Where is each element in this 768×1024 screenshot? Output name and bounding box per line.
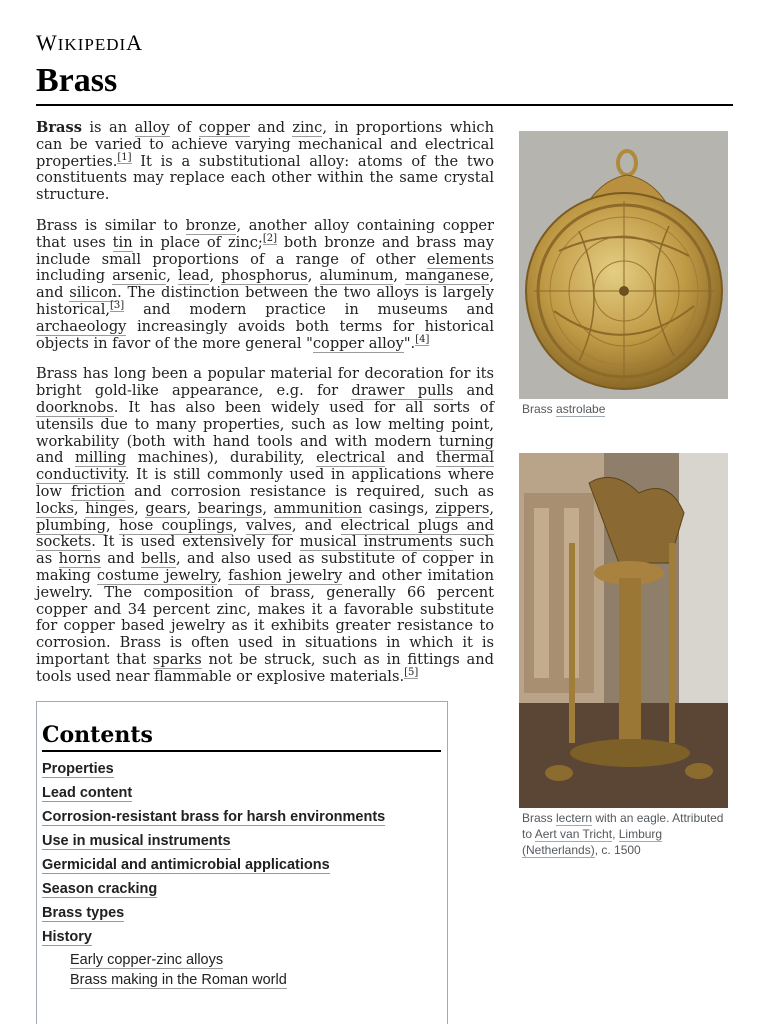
toc-link[interactable]: Use in musical instruments: [42, 833, 231, 849]
text-run: including: [36, 267, 113, 285]
text-run: with an eagle. Attributed to: [522, 811, 724, 841]
text-run: . It is used extensively for: [91, 533, 300, 551]
text-run: ,: [489, 499, 495, 517]
article-link[interactable]: lectern: [556, 811, 593, 825]
toc-subitem: [42, 950, 441, 970]
text-run: Brass has long been a popular material for decoration for its bright gold-like appearance, e.g. for: [36, 365, 494, 400]
toc-link[interactable]: Properties: [42, 761, 114, 777]
article-link[interactable]: doorknobs: [36, 398, 114, 416]
article-link[interactable]: sparks: [152, 650, 202, 668]
article-link[interactable]: elements: [426, 250, 494, 268]
article-link[interactable]: copper: [198, 119, 251, 136]
article-link[interactable]: hinges: [85, 499, 135, 517]
toc-link[interactable]: Season cracking: [42, 881, 158, 897]
text-run: ,: [307, 267, 320, 285]
figure-lectern: [519, 453, 728, 858]
toc-item: [42, 926, 441, 950]
article-link[interactable]: bronze: [185, 216, 237, 234]
toc-link[interactable]: Early copper-zinc alloys: [70, 952, 224, 968]
article-link[interactable]: alloy: [134, 119, 170, 136]
toc-item: [42, 782, 441, 806]
text-run: . The distinction between the two alloys is largely historical,: [36, 284, 494, 318]
text-run: and: [100, 550, 142, 568]
article-link[interactable]: valves: [245, 516, 292, 534]
text-run: both bronze and brass may include small proportions of a range of other: [36, 233, 494, 268]
article-link[interactable]: bearings: [197, 499, 263, 517]
figure-astrolabe: [519, 131, 728, 417]
toc-link[interactable]: Brass types: [42, 905, 125, 921]
toc-item: [42, 830, 441, 854]
article-link[interactable]: Limburg (Netherlands): [522, 827, 663, 857]
toc-item: [42, 806, 441, 830]
article-link[interactable]: silicon: [69, 284, 118, 302]
lectern-caption: [519, 810, 728, 858]
wikipedia-wordmark[interactable]: [36, 30, 143, 56]
astrolabe-image[interactable]: [519, 131, 728, 399]
article-link[interactable]: tin: [112, 233, 133, 251]
article-link[interactable]: locks: [36, 499, 74, 517]
article-link[interactable]: drawer pulls: [351, 382, 454, 400]
toc-list: [42, 758, 441, 990]
text-run: ,: [612, 827, 619, 841]
toc-item: [42, 758, 441, 782]
article-link[interactable]: fashion jewelry: [228, 566, 343, 584]
article-link[interactable]: phosphorus: [221, 267, 308, 285]
bold-term: Brass: [36, 119, 82, 136]
text-run: increasingly avoids both terms for historical objects in favor of the more general ": [36, 317, 494, 352]
article-link[interactable]: thermal conductivity: [36, 449, 494, 484]
text-run: and corrosion resistance is required, such as: [125, 482, 494, 500]
article-link[interactable]: bells: [141, 550, 176, 568]
intro-paragraph-1: [36, 120, 494, 204]
text-run: and modern practice in museums and: [124, 300, 494, 318]
article-link[interactable]: costume jewelry: [96, 566, 218, 584]
lectern-image[interactable]: [519, 453, 728, 808]
text-run: ,: [106, 516, 119, 534]
article-link[interactable]: zinc: [292, 119, 323, 136]
text-run: ,: [217, 566, 229, 584]
citation-link[interactable]: [2]: [262, 232, 278, 244]
text-run: and other imitation jewelry. The composition of brass, generally 66 percent copper and 34 percent zinc, makes it a favorable substitute for copper based jewelry as it exhibits greater resistance to corrosion. Brass is often used in situations in which it is important that: [36, 566, 495, 668]
text-run: , and also used as substitute of copper in making: [36, 550, 494, 584]
intro-paragraph-3: [36, 366, 494, 685]
article-link[interactable]: turning: [438, 432, 494, 450]
text-run: , another alloy containing copper that uses: [36, 216, 494, 251]
text-run: not be struck, such as in fittings and tools used near flammable or explosive materials.: [36, 650, 494, 685]
intro-paragraph-2: [36, 218, 494, 352]
text-run: . It is still commonly used in applications where low: [36, 466, 494, 500]
text-run: ,: [73, 499, 86, 517]
article-link[interactable]: zippers: [435, 499, 490, 517]
article-link[interactable]: gears: [145, 499, 187, 517]
toc-link[interactable]: Corrosion-resistant brass for harsh environments: [42, 809, 386, 825]
article-link[interactable]: musical instruments: [299, 533, 453, 551]
article-link[interactable]: hose couplings: [118, 516, 233, 534]
toc-title: Contents: [42, 720, 441, 752]
title-divider: [36, 104, 733, 106]
article-link[interactable]: aluminum: [319, 267, 394, 285]
text-run: ".: [403, 334, 416, 352]
article-link[interactable]: arsenic: [112, 267, 167, 285]
article-link[interactable]: electrical: [316, 449, 386, 467]
toc-link[interactable]: History: [42, 929, 92, 945]
wordmark-initial: W: [36, 30, 58, 55]
text-run: It is a substitutional alloy: atoms of the two constituents may replace each other within the same crystal structure.: [36, 152, 494, 204]
citation-link[interactable]: [5]: [404, 666, 419, 678]
article-body: [36, 120, 494, 700]
article-link[interactable]: lead: [178, 267, 210, 285]
page-title: Brass: [36, 62, 118, 99]
toc-subitem: [42, 970, 441, 990]
table-of-contents: [36, 701, 448, 1024]
text-run: such as: [36, 533, 494, 568]
article-link[interactable]: horns: [58, 550, 101, 568]
citation-link[interactable]: [1]: [117, 151, 132, 163]
text-run: ,: [134, 499, 146, 517]
text-run: and: [453, 382, 494, 400]
text-run: and: [385, 449, 436, 467]
article-link[interactable]: Aert van Tricht: [534, 827, 613, 841]
text-run: , and: [291, 516, 341, 534]
toc-item: [42, 878, 441, 902]
wordmark-final: A: [126, 30, 144, 55]
astrolabe-caption: [519, 401, 728, 417]
text-run: ,: [232, 516, 246, 534]
text-run: , c. 1500: [594, 843, 641, 857]
text-run: ,: [393, 267, 406, 285]
toc-link[interactable]: Lead content: [42, 785, 133, 801]
article-link[interactable]: friction: [71, 482, 126, 500]
article-link[interactable]: electrical plugs and sockets: [36, 516, 495, 551]
text-run: ,: [262, 499, 274, 517]
text-run: . It has also been widely used for all sorts of utensils due to many properties, such as low melting point, workability (both with hand tools and with modern: [36, 398, 494, 450]
toc-link[interactable]: Brass making in the Roman world: [70, 972, 287, 988]
text-run: , and: [36, 267, 495, 302]
text-run: ,: [186, 499, 198, 517]
text-run: and: [250, 119, 293, 136]
article-link[interactable]: plumbing: [36, 516, 106, 534]
toc-item: [42, 902, 441, 926]
text-run: in place of zinc;: [132, 233, 263, 251]
article-link[interactable]: archaeology: [36, 317, 127, 335]
text-run: Brass is similar to: [36, 216, 186, 234]
article-link[interactable]: copper alloy: [312, 334, 404, 352]
text-run: Brass: [522, 402, 557, 416]
text-run: of: [169, 119, 199, 136]
article-link[interactable]: milling: [75, 449, 127, 467]
text-run: , in proportions which can be varied to achieve varying mechanical and electrical properties.: [36, 119, 494, 170]
citation-link[interactable]: [3]: [110, 300, 125, 312]
toc-item: [42, 854, 441, 878]
text-run: casings,: [362, 499, 436, 517]
text-run: and: [36, 449, 76, 467]
text-run: is an: [81, 119, 135, 136]
citation-link[interactable]: [4]: [415, 333, 430, 345]
article-link[interactable]: manganese: [405, 267, 490, 285]
text-run: Brass: [522, 811, 557, 825]
wordmark-middle: IKIPEDI: [57, 35, 127, 54]
text-run: ,: [166, 267, 179, 285]
text-run: ,: [209, 267, 222, 285]
toc-link[interactable]: Germicidal and antimicrobial applications: [42, 857, 330, 873]
article-link[interactable]: astrolabe: [556, 402, 606, 416]
text-run: machines), durability,: [126, 449, 317, 467]
article-link[interactable]: ammunition: [273, 499, 363, 517]
